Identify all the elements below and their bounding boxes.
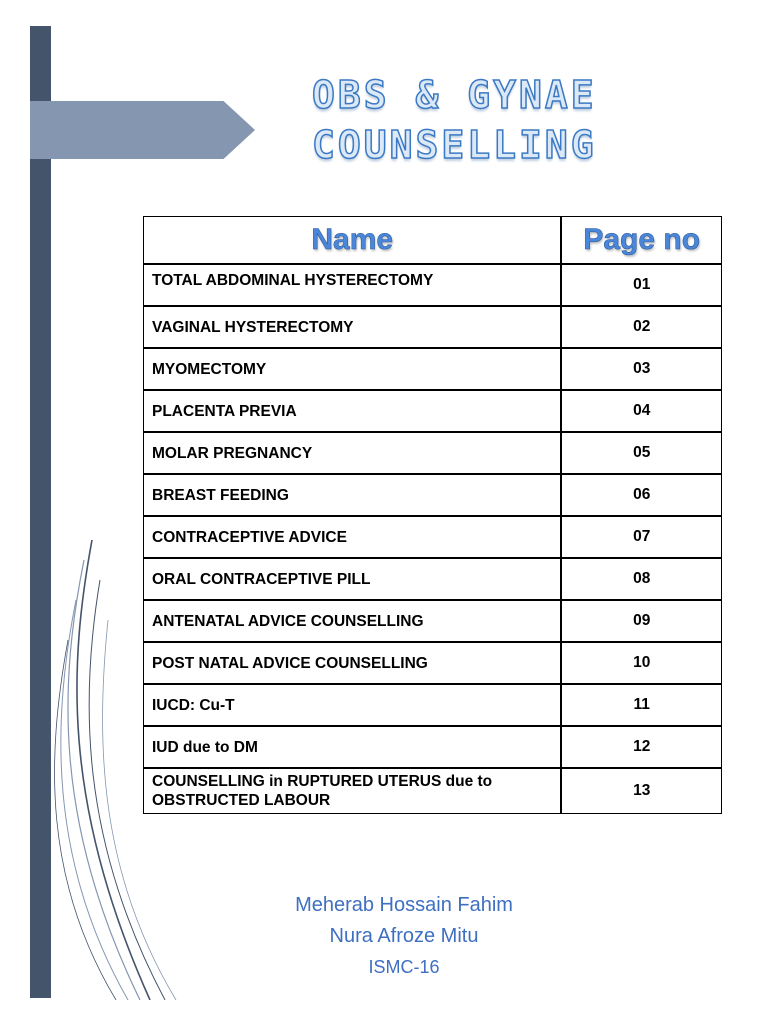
topic-name: ANTENATAL ADVICE COUNSELLING — [143, 600, 561, 642]
page-number: 07 — [561, 516, 722, 558]
topic-name: ORAL CONTRACEPTIVE PILL — [143, 558, 561, 600]
table-row — [143, 642, 722, 684]
author-name: Nura Afroze Mitu — [329, 925, 479, 947]
topic-name: IUD due to DM — [143, 726, 561, 768]
topic-name: MYOMECTOMY — [143, 348, 561, 390]
title-line-1: OBS & GYNAE — [312, 73, 597, 117]
page-number: 05 — [561, 432, 722, 474]
page-number: 03 — [561, 348, 722, 390]
table-row — [143, 432, 722, 474]
topic-name: TOTAL ABDOMINAL HYSTERECTOMY — [143, 264, 561, 306]
table-row — [143, 264, 722, 306]
topic-name: CONTRACEPTIVE ADVICE — [143, 516, 561, 558]
topic-name: VAGINAL HYSTERECTOMY — [143, 306, 561, 348]
table-row — [143, 684, 722, 726]
topic-name: PLACENTA PREVIA — [143, 390, 561, 432]
table-row — [143, 348, 722, 390]
table-row — [143, 390, 722, 432]
page-number: 10 — [561, 642, 722, 684]
page-column-header: Page no — [561, 216, 722, 264]
table-row — [143, 474, 722, 516]
page-number: 01 — [561, 264, 722, 306]
page-number: 02 — [561, 306, 722, 348]
page-number: 04 — [561, 390, 722, 432]
page-number: 08 — [561, 558, 722, 600]
topic-name: COUNSELLING in RUPTURED UTERUS due to OBSTRUCTED LABOUR — [143, 768, 561, 814]
topic-name: POST NATAL ADVICE COUNSELLING — [143, 642, 561, 684]
author-name: Meherab Hossain Fahim — [295, 894, 513, 916]
table-row — [143, 768, 722, 814]
topic-name: BREAST FEEDING — [143, 474, 561, 516]
page-title — [312, 70, 732, 170]
page-number: 12 — [561, 726, 722, 768]
table-row — [143, 600, 722, 642]
batch-code: ISMC-16 — [368, 957, 440, 977]
authors-block — [200, 890, 608, 983]
page-number: 06 — [561, 474, 722, 516]
page-number: 09 — [561, 600, 722, 642]
table-row — [143, 516, 722, 558]
topic-name: IUCD: Cu-T — [143, 684, 561, 726]
table-row — [143, 558, 722, 600]
table-row — [143, 726, 722, 768]
arrow-banner-decoration — [30, 101, 255, 159]
page-number: 11 — [561, 684, 722, 726]
topic-name: MOLAR PREGNANCY — [143, 432, 561, 474]
contents-table — [143, 216, 722, 814]
table-row — [143, 306, 722, 348]
table-header-row — [143, 216, 722, 264]
title-line-2: COUNSELLING — [312, 123, 597, 167]
page-number: 13 — [561, 768, 722, 814]
name-column-header: Name — [143, 216, 561, 264]
